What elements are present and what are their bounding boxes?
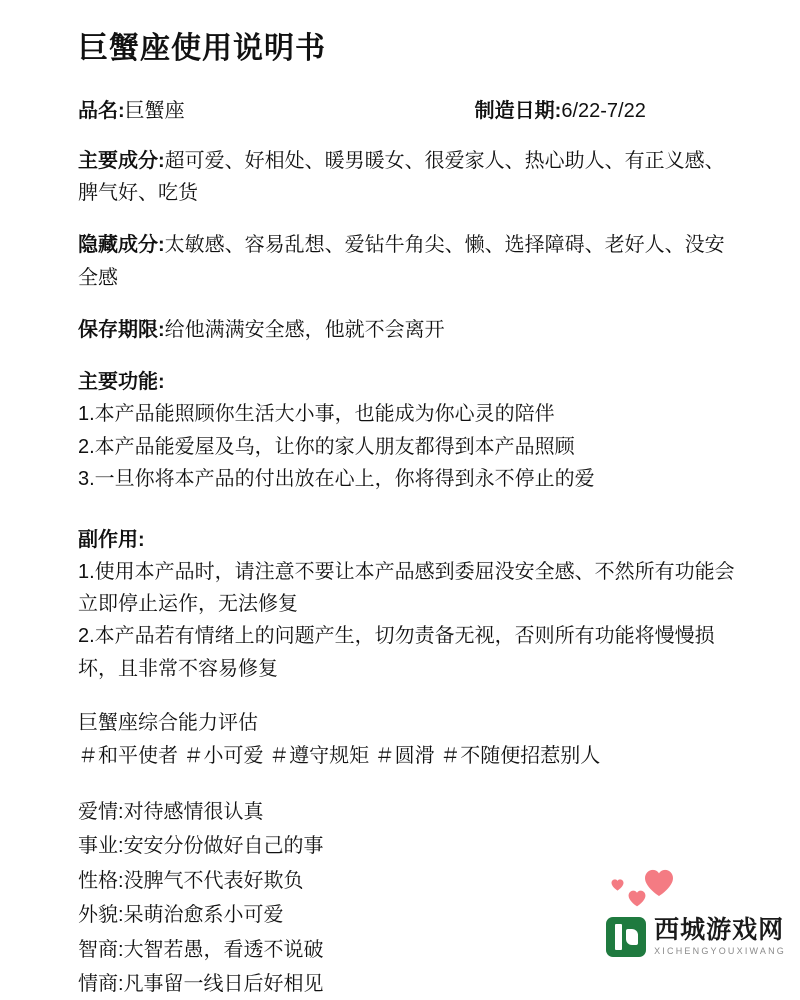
product-name-label: 品名: — [78, 99, 125, 122]
manufacture-date-value: 6/22-7/22 — [561, 99, 646, 122]
evaluation-heading: 巨蟹座综合能力评估 — [78, 712, 258, 735]
evaluation-section — [78, 707, 740, 772]
attribute-label: 外貌: — [78, 904, 124, 927]
list-item: 1.使用本产品时，请注意不要让本产品感到委屈没安全感、不然所有功能会立即停止运作，无法修复 — [78, 560, 735, 616]
list-item: 3.一旦你将本产品的付出放在心上，你将得到永不停止的爱 — [78, 468, 595, 491]
main-ingredients-label: 主要成分: — [78, 149, 165, 172]
attribute-value: 安安分份做好自己的事 — [123, 835, 324, 858]
shelf-life-block — [78, 314, 740, 346]
hidden-ingredients-block — [78, 229, 740, 294]
main-functions-section — [78, 366, 740, 495]
heart-icon — [611, 879, 624, 891]
heart-decoration — [560, 869, 680, 909]
hidden-ingredients-label: 隐藏成分: — [78, 234, 165, 257]
product-meta-row — [78, 94, 740, 123]
attribute-label: 情商: — [78, 972, 124, 995]
side-effects-section — [78, 524, 740, 686]
evaluation-tags: ＃和平使者 ＃小可爱 ＃遵守规矩 ＃圆滑 ＃不随便招惹别人 — [78, 744, 601, 767]
attribute-value: 大智若愚，看透不说破 — [123, 938, 324, 961]
heart-icon — [644, 869, 674, 897]
list-item: 2.本产品若有情绪上的问题产生，切勿责备无视，否则所有功能将慢慢损坏，且非常不容易修复 — [78, 625, 715, 680]
page-title: 巨蟹座使用说明书 — [78, 32, 326, 65]
watermark — [606, 917, 786, 957]
shelf-life-value: 给他满满安全感，他就不会离开 — [164, 319, 445, 342]
attribute-label: 智商: — [78, 938, 124, 961]
section-divider-space — [78, 514, 740, 524]
main-ingredients-block — [78, 145, 740, 210]
list-item: 1.本产品能照顾你生活大小事，也能成为你心灵的陪伴 — [78, 403, 555, 426]
list-item: 2.本产品能爱屋及乌，让你的家人朋友都得到本产品照顾 — [78, 435, 575, 458]
list-item — [78, 830, 740, 862]
watermark-site-pinyin: XICHENGYOUXIWANG — [654, 946, 786, 956]
attribute-label: 事业: — [78, 835, 124, 858]
main-functions-heading: 主要功能: — [78, 371, 165, 394]
attribute-value: 呆萌治愈系小可爱 — [123, 904, 284, 927]
list-item — [78, 796, 740, 828]
shelf-life-label: 保存期限: — [78, 319, 165, 342]
attribute-value: 对待感情很认真 — [123, 800, 264, 823]
watermark-site-name: 西城游戏网 — [654, 916, 785, 944]
site-logo-icon — [606, 917, 646, 957]
watermark-text — [654, 918, 786, 956]
attribute-label: 爱情: — [78, 800, 124, 823]
product-name-field — [78, 94, 185, 123]
attribute-value: 凡事留一线日后好相见 — [123, 972, 324, 995]
side-effects-heading: 副作用: — [78, 528, 145, 551]
manufacture-date-label: 制造日期: — [474, 99, 562, 122]
heart-icon — [628, 890, 646, 907]
main-ingredients-value: 超可爱、好相处、暖男暖女、很爱家人、热心助人、有正义感、脾气好、吃货 — [78, 149, 725, 204]
hidden-ingredients-value: 太敏感、容易乱想、爱钻牛角尖、懒、选择障碍、老好人、没安全感 — [78, 234, 725, 289]
manufacture-date-field — [475, 94, 646, 123]
attribute-label: 性格: — [78, 869, 124, 892]
product-name-value: 巨蟹座 — [124, 99, 185, 122]
attribute-value: 没脾气不代表好欺负 — [123, 869, 304, 892]
list-item — [78, 968, 740, 1000]
